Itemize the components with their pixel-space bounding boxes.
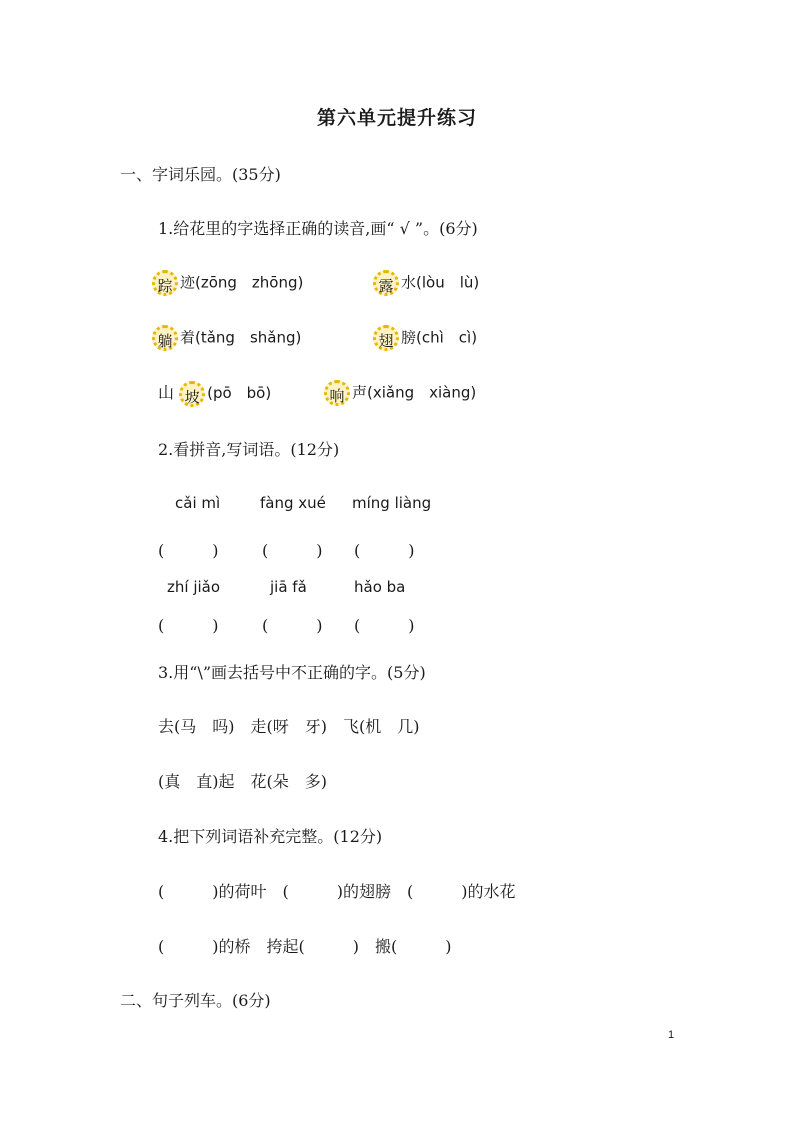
- q1-item-3: 躺 着(tǎng shǎng): [152, 325, 301, 351]
- pinyin-1: cǎi mì: [175, 494, 221, 512]
- q4-line-2: ( )的桥 挎起( ) 搬( ): [158, 937, 452, 956]
- flower-icon: 露: [373, 270, 399, 296]
- page-number: 1: [668, 1029, 675, 1041]
- q4-line-1: ( )的荷叶 ( )的翅膀 ( )的水花: [158, 882, 516, 901]
- pinyin-4: zhí jiǎo: [167, 578, 221, 596]
- section-2-heading: 二、句子列车。(6分): [120, 991, 271, 1010]
- pinyin-5: jiā fǎ: [270, 578, 307, 596]
- question-1-label: 1.给花里的字选择正确的读音,画“ √ ”。(6分): [158, 219, 478, 238]
- pinyin-3: míng liàng: [352, 494, 432, 512]
- pinyin-2: fàng xué: [260, 494, 326, 512]
- page-title: 第六单元提升练习: [316, 107, 477, 129]
- section-1-heading: 一、字词乐园。(35分): [120, 165, 281, 184]
- pinyin-6: hǎo ba: [354, 578, 406, 596]
- q1-item-4: 翅 膀(chì cì): [373, 325, 477, 351]
- question-4-label: 4.把下列词语补充完整。(12分): [158, 827, 383, 846]
- flower-icon: 坡: [179, 381, 205, 407]
- answer-blank[interactable]: ( ): [158, 616, 219, 635]
- q3-line-1: 去(马 吗) 走(呀 牙) 飞(机 几): [158, 717, 420, 736]
- answer-blank[interactable]: ( ): [262, 541, 323, 560]
- q3-line-2: (真 直)起 花(朵 多): [158, 772, 327, 791]
- answer-blank[interactable]: ( ): [262, 616, 323, 635]
- flower-icon: 响: [324, 380, 350, 406]
- q1-item-5: 山 坡 (pō bō): [158, 380, 271, 407]
- q1-item-1: 踪 迹(zōng zhōng): [152, 270, 303, 296]
- q1-item-6: 响 声(xiǎng xiàng): [324, 380, 476, 406]
- answer-blank[interactable]: ( ): [354, 541, 415, 560]
- q1-item-2: 露 水(lòu lù): [373, 270, 479, 296]
- flower-icon: 翅: [373, 325, 399, 351]
- question-3-label: 3.用“\”画去括号中不正确的字。(5分): [158, 663, 426, 682]
- question-2-label: 2.看拼音,写词语。(12分): [158, 440, 340, 459]
- flower-icon: 躺: [152, 325, 178, 351]
- flower-icon: 踪: [152, 270, 178, 296]
- answer-blank[interactable]: ( ): [354, 616, 415, 635]
- answer-blank[interactable]: ( ): [158, 541, 219, 560]
